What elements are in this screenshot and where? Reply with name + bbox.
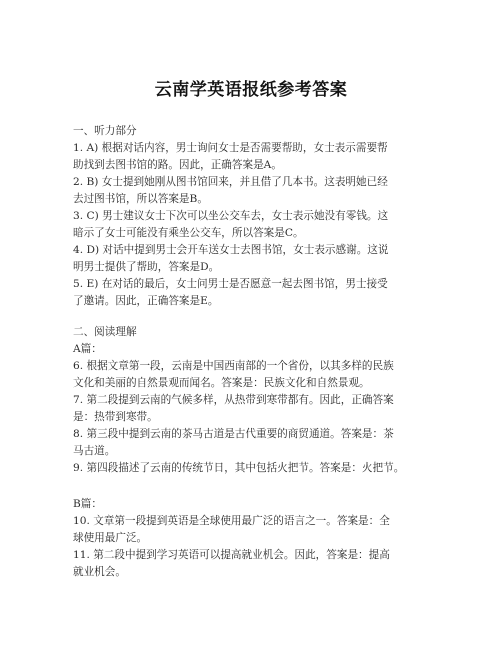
answer-line: 7. 第二段提到云南的气候多样，从热带到寒带都有。因此，正确答案: [73, 394, 394, 406]
answer-line: 去过图书馆，所以答案是B。: [73, 193, 208, 205]
section-heading-reading: 二、阅读理解: [73, 326, 137, 338]
answer-line: 明男士提供了帮助，答案是D。: [73, 261, 220, 273]
page-title: 云南学英语报纸参考答案: [154, 80, 348, 100]
answer-line: 暗示了女士可能没有乘坐公交车，所以答案是C。: [73, 227, 304, 239]
answer-line: 就业机会。: [73, 566, 126, 578]
answer-line: 1. A) 根据对话内容，男士询问女士是否需要帮助，女士表示需要帮: [73, 142, 388, 154]
answer-line: 10. 文章第一段提到英语是全球使用最广泛的语言之一。答案是：全: [73, 515, 390, 527]
passage-label: B篇：: [73, 498, 102, 510]
section-heading-listening: 一、听力部分: [73, 125, 137, 137]
answer-line: 9. 第四段描述了云南的传统节日，其中包括火把节。答案是：火把节。: [73, 462, 405, 474]
answer-line: 6. 根据文章第一段，云南是中国西南部的一个省份，以其多样的民族: [73, 360, 394, 372]
answer-line: 3. C) 男士建议女士下次可以坐公交车去，女士表示她没有零钱。这: [73, 210, 389, 222]
answer-line: 4. D) 对话中提到男士会开车送女士去图书馆，女士表示感谢。这说: [73, 244, 389, 256]
answer-line: 马古道。: [73, 445, 116, 457]
answer-line: 2. B) 女士提到她刚从图书馆回来，并且借了几本书。这表明她已经: [73, 176, 388, 188]
answer-line: 了邀请。因此，正确答案是E。: [73, 295, 219, 307]
answer-line: 8. 第三段中提到云南的茶马古道是古代重要的商贸通道。答案是：茶: [73, 428, 394, 440]
answer-line: 5. E) 在对话的最后，女士问男士是否愿意一起去图书馆，男士接受: [73, 278, 388, 290]
answer-line: 助找到去图书馆的路。因此，正确答案是A。: [73, 159, 282, 171]
answer-line: 球使用最广泛。: [73, 532, 148, 544]
passage-label: A篇：: [73, 343, 102, 355]
answer-line: 11. 第二段中提到学习英语可以提高就业机会。因此，答案是：提高: [73, 549, 390, 561]
answer-line: 文化和美丽的自然景观而闻名。答案是：民族文化和自然景观。: [73, 377, 370, 389]
answer-line: 是：热带到寒带。: [73, 411, 158, 423]
